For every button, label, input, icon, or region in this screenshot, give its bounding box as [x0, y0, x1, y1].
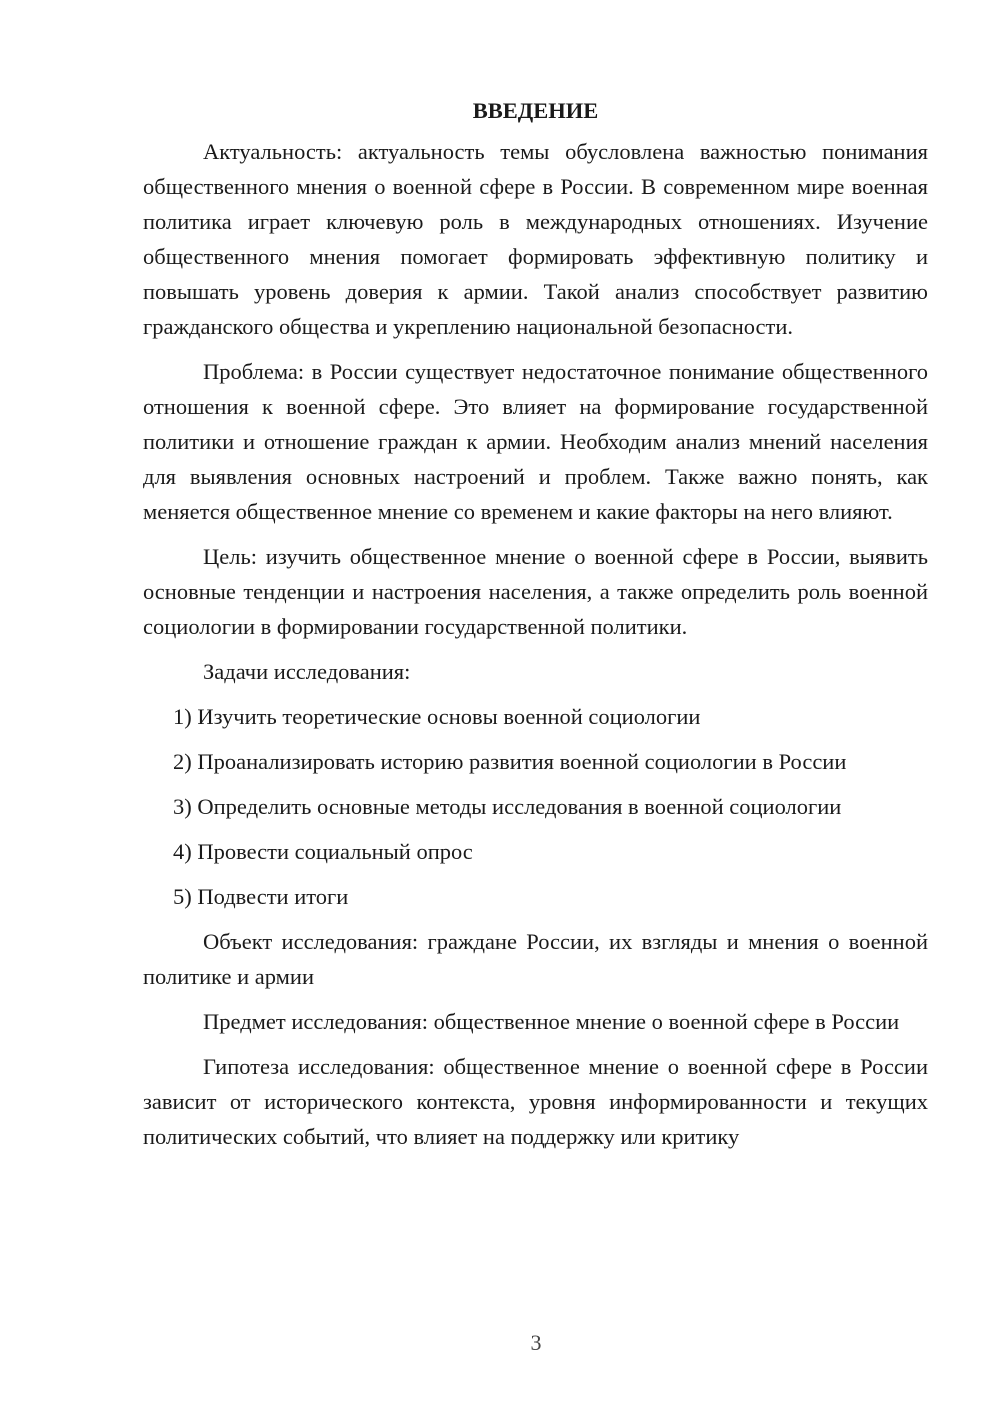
page-heading: ВВЕДЕНИЕ [472, 98, 599, 123]
paragraph-goal: Цель: изучить общественное мнение о военной сфере в России, выявить основные тенденции и настроения населения, а также определить роль военной социологии в формировании государственной политики. [143, 544, 928, 639]
list-item: 4) Провести социальный опрос [173, 839, 473, 864]
paragraph-subject: Предмет исследования: общественное мнение о военной сфере в России [203, 1009, 900, 1034]
paragraph-tasks-intro: Задачи исследования: [203, 659, 411, 684]
paragraph-object: Объект исследования: граждане России, их взгляды и мнения о военной политике и армии [143, 929, 928, 989]
list-item: 5) Подвести итоги [173, 884, 349, 909]
list-item: 1) Изучить теоретические основы военной социологии [173, 704, 701, 729]
paragraph-hypothesis: Гипотеза исследования: общественное мнение о военной сфере в России зависит от исторического контекста, уровня информированности и текущих политических событий, что влияет на поддержку или критику [143, 1054, 928, 1149]
page-number: 3 [530, 1330, 542, 1355]
list-item: 2) Проанализировать историю развития военной социологии в России [173, 749, 847, 774]
paragraph-problem: Проблема: в России существует недостаточное понимание общественного отношения к военной сфере. Это влияет на формирование государственной политики и отношение граждан к армии. Необходим анализ мнений населения для выявления основных настроений и проблем. Также важно понять, как меняется общественное мнение со временем и какие факторы на него влияют. [143, 359, 928, 524]
page-body [143, 93, 928, 1164]
list-item: 3) Определить основные методы исследования в военной социологии [173, 794, 842, 819]
paragraph-relevance: Актуальность: актуальность темы обусловлена важностью понимания общественного мнения о военной сфере в России. В современном мире военная политика играет ключевую роль в международных отношениях. Изучение общественного мнения помогает формировать эффективную политику и повышать уровень доверия к армии. Такой анализ способствует развитию гражданского общества и укреплению национальной безопасности. [143, 139, 928, 339]
tasks-list [143, 699, 928, 914]
